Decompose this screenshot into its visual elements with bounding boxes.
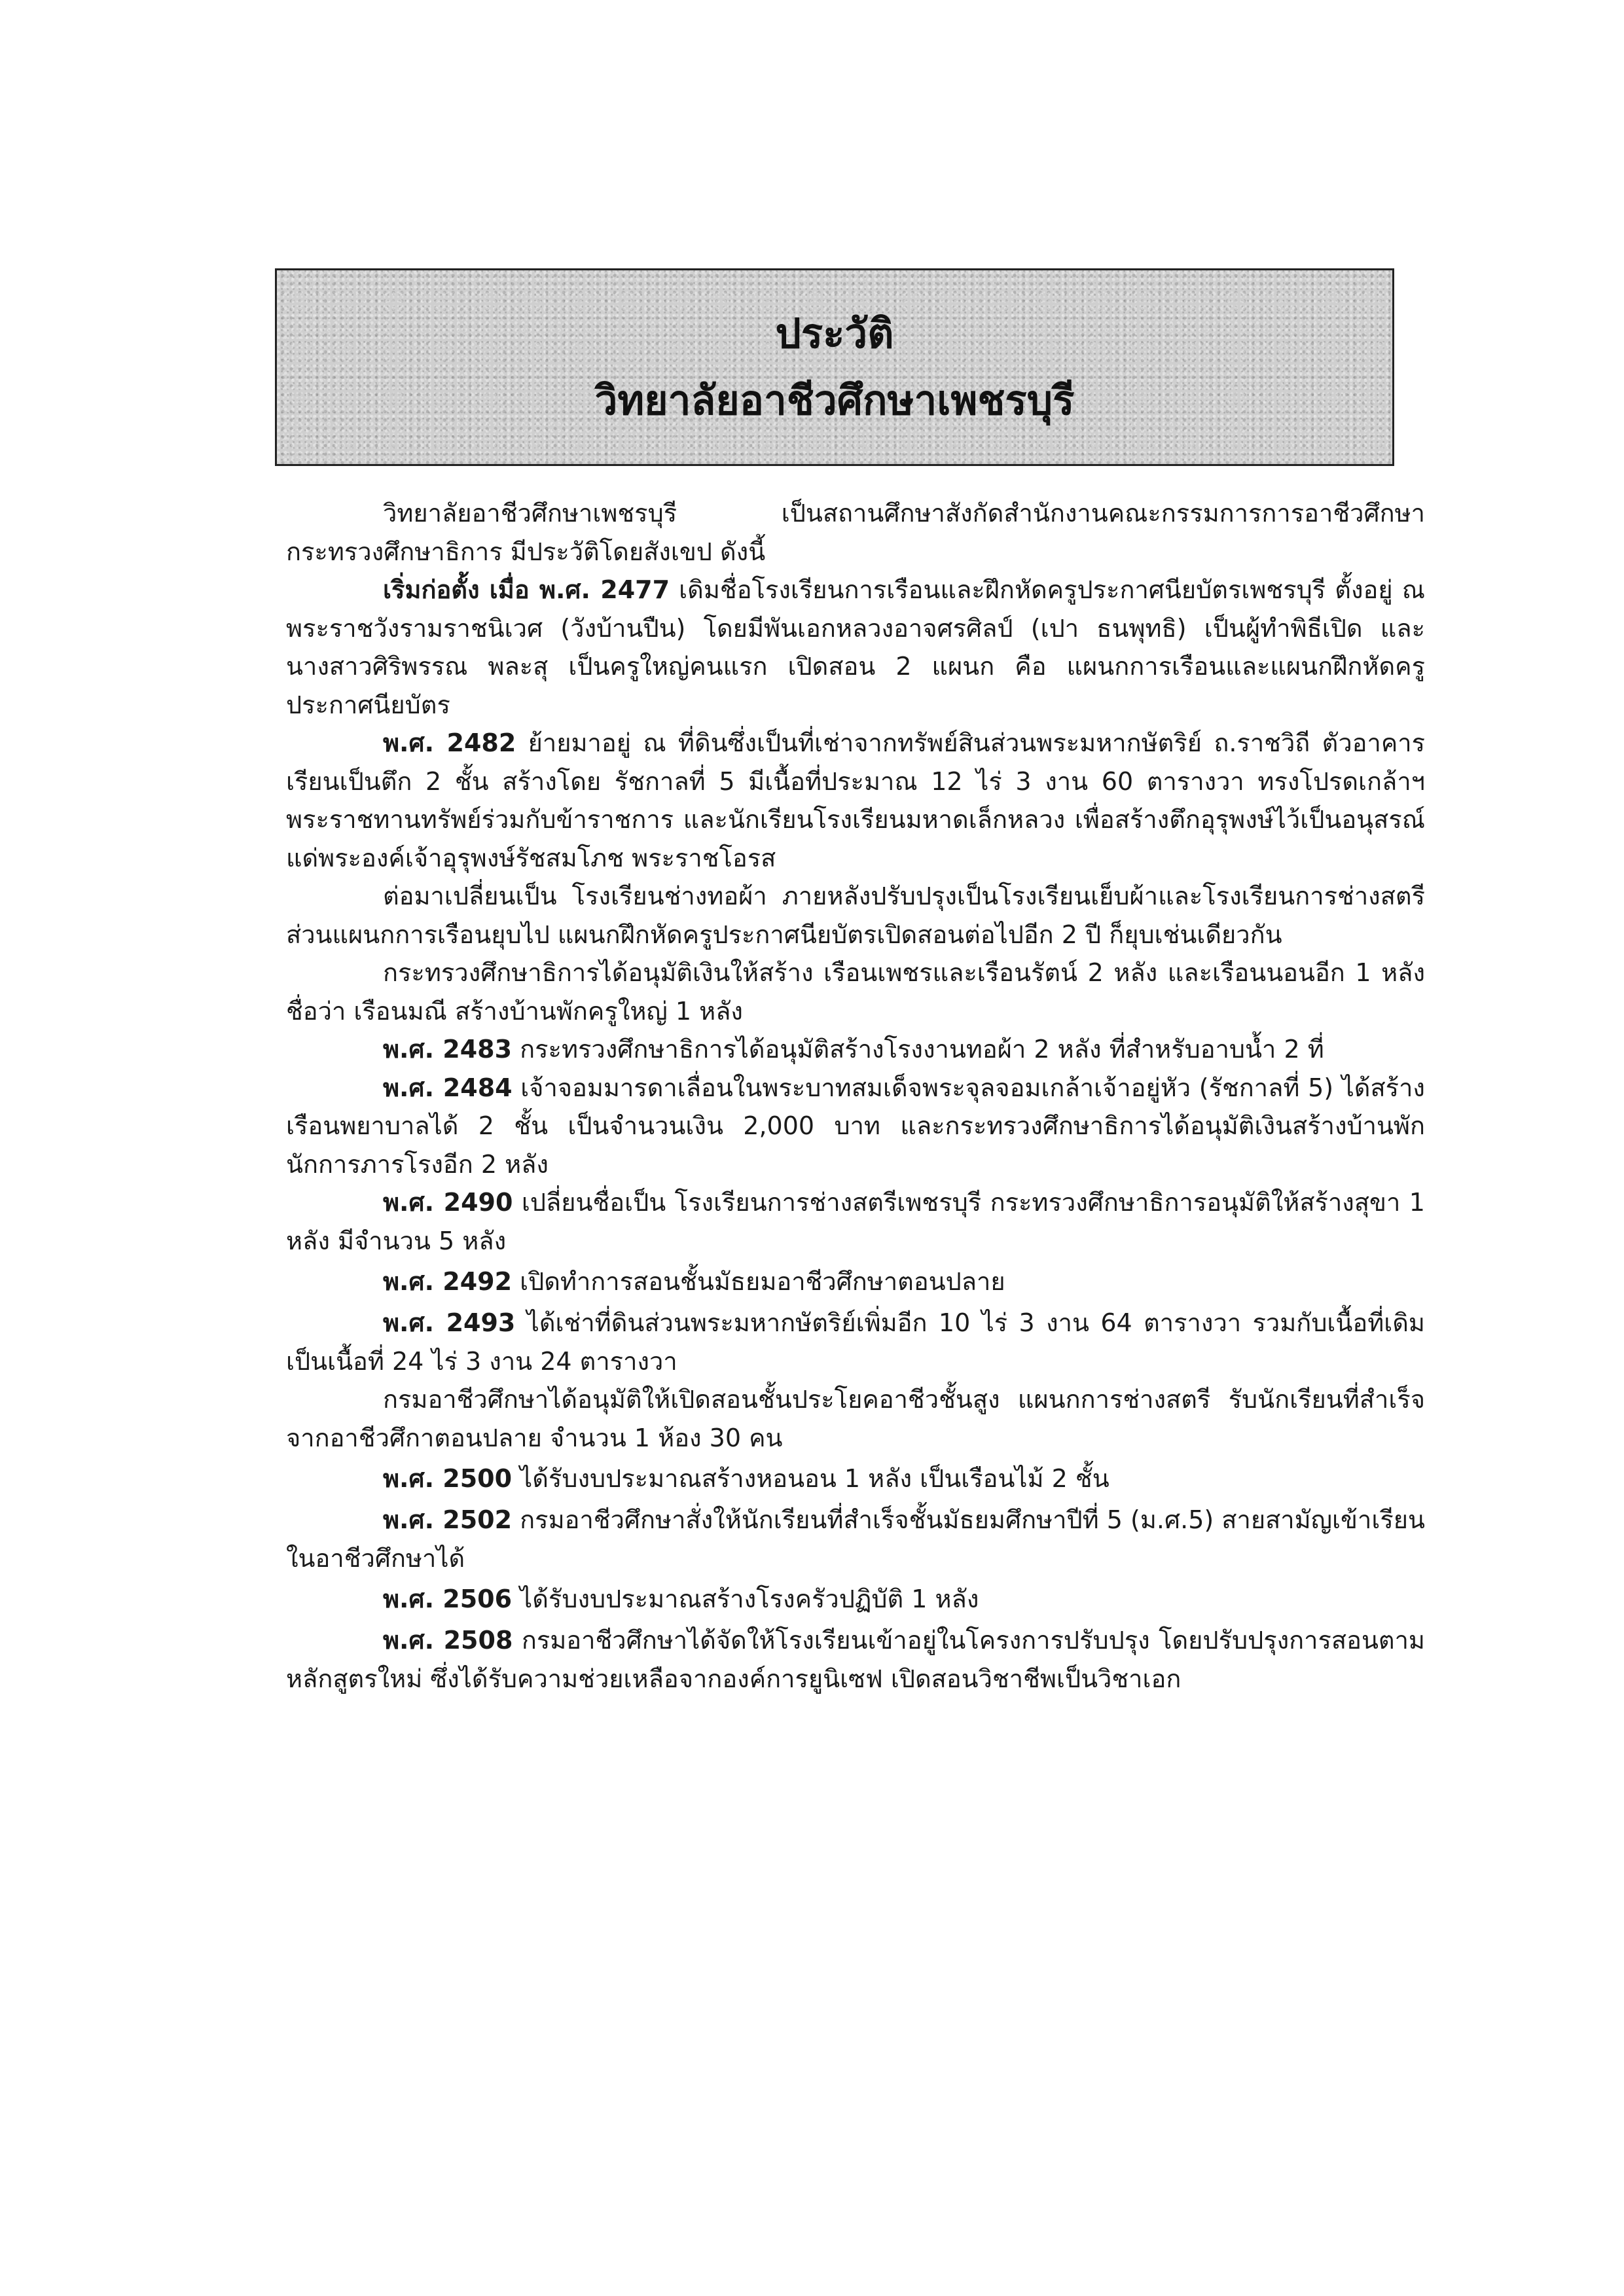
paragraph-weaving-school: ต่อมาเปลี่ยนเป็น โรงเรียนช่างทอผ้า ภายหลังปรับปรุงเป็นโรงเรียนเย็บผ้าและโรงเรียนการช่างสตรี ส่วนแผนกการเรือนยุบไป แผนกฝึกหัดครูประกาศนียบัตรเปิดสอนต่อไปอีก 2 ปี ก็ยุบเช่นเดียวกัน xyxy=(286,882,1425,949)
page-title: ประวัติ xyxy=(775,310,894,357)
paragraph-2508: พ.ศ. 2508 กรมอาชีวศึกษาได้จัดให้โรงเรียนเข้าอยู่ในโครงการปรับปรุง โดยปรับปรุงการสอนตามหลักสูตรใหม่ ซึ่งได้รับความช่วยเหลือจากองค์การยูนิเซฟ เปิดสอนวิชาชีพเป็นวิชาเอก xyxy=(286,1626,1425,1693)
paragraph-2490: พ.ศ. 2490 เปลี่ยนชื่อเป็น โรงเรียนการช่างสตรีเพชรบุรี กระทรวงศึกษาธิการอนุมัติให้สร้างสุขา 1 หลัง มีจำนวน 5 หลัง xyxy=(286,1188,1425,1255)
paragraph-intro: วิทยาลัยอาชีวศึกษาเพชรบุรี เป็นสถานศึกษาสังกัดสำนักงานคณะกรรมการการอาชีวศึกษา กระทรวงศึกษาธิการ มีประวัติโดยสังเขป ดังนี้ xyxy=(286,499,1425,566)
paragraph-2500: พ.ศ. 2500 ได้รับงบประมาณสร้างหอนอน 1 หลัง เป็นเรือนไม้ 2 ชั้น xyxy=(383,1464,1110,1493)
paragraph-2484: พ.ศ. 2484 เจ้าจอมมารดาเลื่อนในพระบาทสมเด็จพระจุลจอมเกล้าเจ้าอยู่หัว (รัชกาลที่ 5) ได้สร้างเรือนพยาบาลได้ 2 ชั้น เป็นจำนวนเงิน 2,000 บาท และกระทรวงศึกษาธิการได้อนุมัติเงินสร้างบ้านพักนักการภารโรงอีก 2 หลัง xyxy=(286,1073,1425,1179)
paragraph-2502: พ.ศ. 2502 กรมอาชีวศึกษาสั่งให้นักเรียนที่สำเร็จชั้นมัธยมศึกษาปีที่ 5 (ม.ศ.5) สายสามัญเข้าเรียนในอาชีวศึกษาได้ xyxy=(286,1505,1425,1573)
paragraph-2492: พ.ศ. 2492 เปิดทำการสอนชั้นมัธยมอาชีวศึกษาตอนปลาย xyxy=(383,1267,1005,1296)
paragraph-2482: พ.ศ. 2482 ย้ายมาอยู่ ณ ที่ดินซึ่งเป็นที่เช่าจากทรัพย์สินส่วนพระมหากษัตริย์ ถ.ราชวิถี ตัวอาคารเรียนเป็นตึก 2 ชั้น สร้างโดย รัชกาลที่ 5 มีเนื้อที่ประมาณ 12 ไร่ 3 งาน 60 ตารางวา ทรงโปรดเกล้าฯ พระราชทานทรัพย์ร่วมกับข้าราชการ และนักเรียนโรงเรียนมหาดเล็กหลวง เพื่อสร้างตึกอุรุพงษ์ไว้เป็นอนุสรณ์ แด่พระองค์เจ้าอุรุพงษ์รัชสมโภช พระราชโอรส xyxy=(286,728,1425,872)
paragraph-2483: พ.ศ. 2483 กระทรวงศึกษาธิการได้อนุมัติสร้างโรงงานทอผ้า 2 หลัง ที่สำหรับอาบน้ำ 2 ที่ xyxy=(383,1035,1324,1064)
page-subtitle: วิทยาลัยอาชีวศึกษาเพชรบุรี xyxy=(594,376,1075,424)
paragraph-buildings: กระทรวงศึกษาธิการได้อนุมัติเงินให้สร้าง เรือนเพชรและเรือนรัตน์ 2 หลัง และเรือนนอนอีก 1 หลัง ชื่อว่า เรือนมณี สร้างบ้านพักครูใหญ่ 1 หลัง xyxy=(286,958,1425,1026)
paragraph-2506: พ.ศ. 2506 ได้รับงบประมาณสร้างโรงครัวปฏิบัติ 1 หลัง xyxy=(383,1585,979,1613)
history-body xyxy=(286,494,1425,1698)
paragraph-2493: พ.ศ. 2493 ได้เช่าที่ดินส่วนพระมหากษัตริย์เพิ่มอีก 10 ไร่ 3 งาน 64 ตารางวา รวมกับเนื้อที่เดิมเป็นเนื้อที่ 24 ไร่ 3 งาน 24 ตารางวา xyxy=(286,1308,1425,1376)
paragraph-2477: เริ่มก่อตั้ง เมื่อ พ.ศ. 2477 เดิมชื่อโรงเรียนการเรือนและฝึกหัดครูประกาศนียบัตรเพชรบุรี ตั้งอยู่ ณ พระราชวังรามราชนิเวศ (วังบ้านปืน) โดยมีพันเอกหลวงอาจศรศิลป์ (เปา ธนพุทธิ) เป็นผู้ทำพิธีเปิด และนางสาวศิริพรรณ พละสุ เป็นครูใหญ่คนแรก เปิดสอน 2 แผนก คือ แผนกการเรือนและแผนกฝึกหัดครูประกาศนียบัตร xyxy=(286,575,1425,719)
title-box xyxy=(275,268,1394,466)
paragraph-high-vocational: กรมอาชีวศึกษาได้อนุมัติให้เปิดสอนชั้นประโยคอาชีวชั้นสูง แผนกการช่างสตรี รับนักเรียนที่สำเร็จจากอาชีวศึกาตอนปลาย จำนวน 1 ห้อง 30 คน xyxy=(286,1385,1425,1452)
